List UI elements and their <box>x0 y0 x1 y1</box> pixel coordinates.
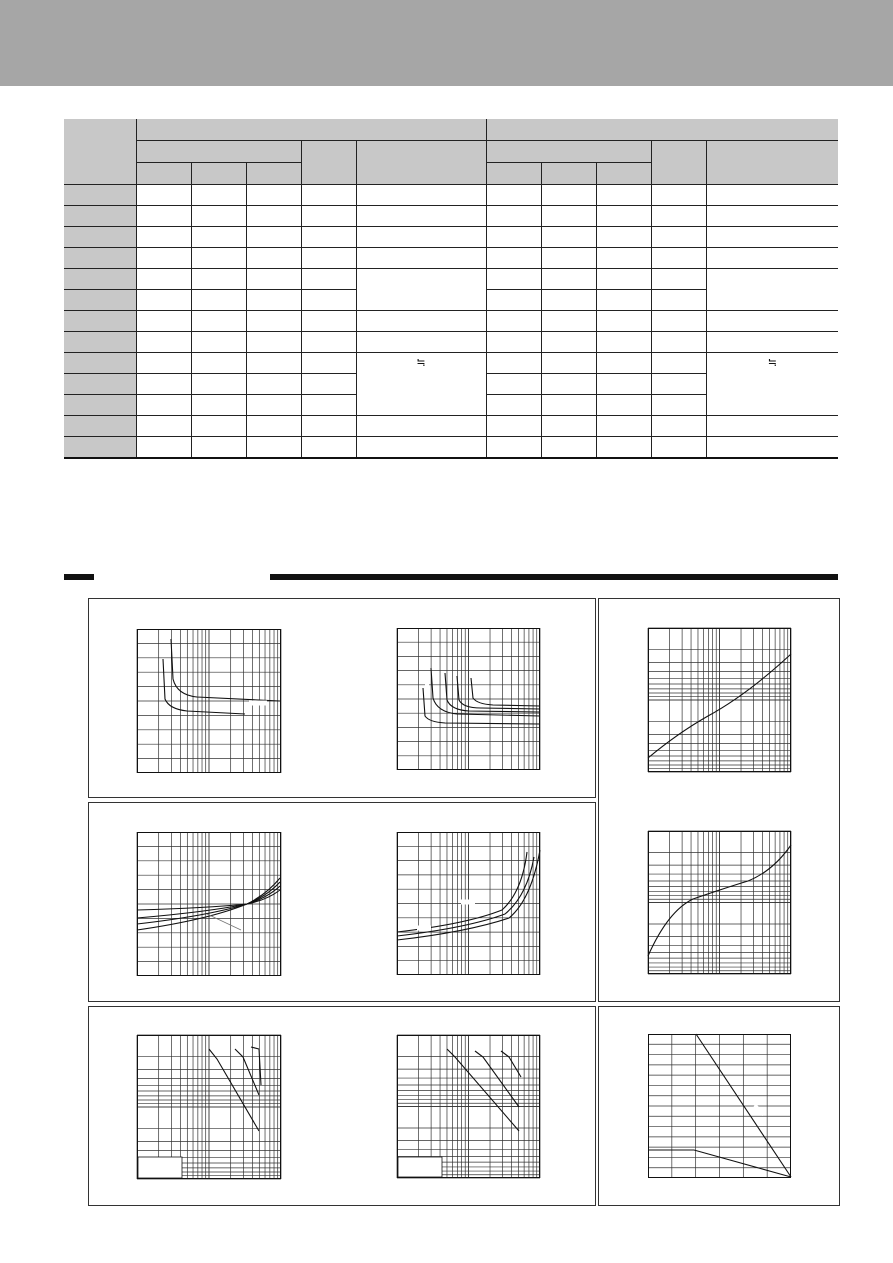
graph-1a <box>137 629 281 773</box>
approx-symbol: ≒ <box>416 357 426 369</box>
row-label <box>64 437 136 459</box>
table-subheader <box>651 141 706 185</box>
row-label <box>64 395 136 416</box>
section-rule <box>270 574 838 580</box>
table-subheader <box>541 163 596 185</box>
row-label <box>64 185 136 206</box>
table-subheader <box>486 163 541 185</box>
graph-r2 <box>648 831 791 974</box>
row-label <box>64 269 136 290</box>
approx-cell <box>356 353 486 416</box>
table-subheader <box>301 141 356 185</box>
graph-3b <box>397 1035 540 1178</box>
table-subheader <box>356 141 486 185</box>
table-subheader <box>486 141 651 163</box>
table-header-group-2 <box>486 119 838 141</box>
graph-r1 <box>648 628 791 772</box>
row-label <box>64 290 136 311</box>
graph-r3 <box>648 1034 791 1178</box>
graph-1b <box>397 628 540 770</box>
row-label <box>64 332 136 353</box>
approx-cell <box>706 353 838 416</box>
row-label <box>64 416 136 437</box>
graph-2b <box>397 832 540 975</box>
row-label <box>64 374 136 395</box>
table-header-group-1 <box>136 119 486 141</box>
table-header-cell <box>64 119 136 185</box>
row-label <box>64 353 136 374</box>
approx-symbol: ≒ <box>767 357 777 369</box>
row-label <box>64 248 136 269</box>
table-subheader <box>136 163 191 185</box>
graph-3a <box>137 1035 281 1179</box>
row-label <box>64 206 136 227</box>
header-band <box>0 0 893 86</box>
graph-2a <box>137 832 281 976</box>
table-subheader <box>246 163 301 185</box>
row-label <box>64 227 136 248</box>
spec-table <box>64 119 838 459</box>
table-subheader <box>596 163 651 185</box>
section-rule <box>64 574 94 580</box>
table-subheader <box>191 163 246 185</box>
table-subheader <box>136 141 301 163</box>
row-label <box>64 311 136 332</box>
table-subheader <box>706 141 838 185</box>
